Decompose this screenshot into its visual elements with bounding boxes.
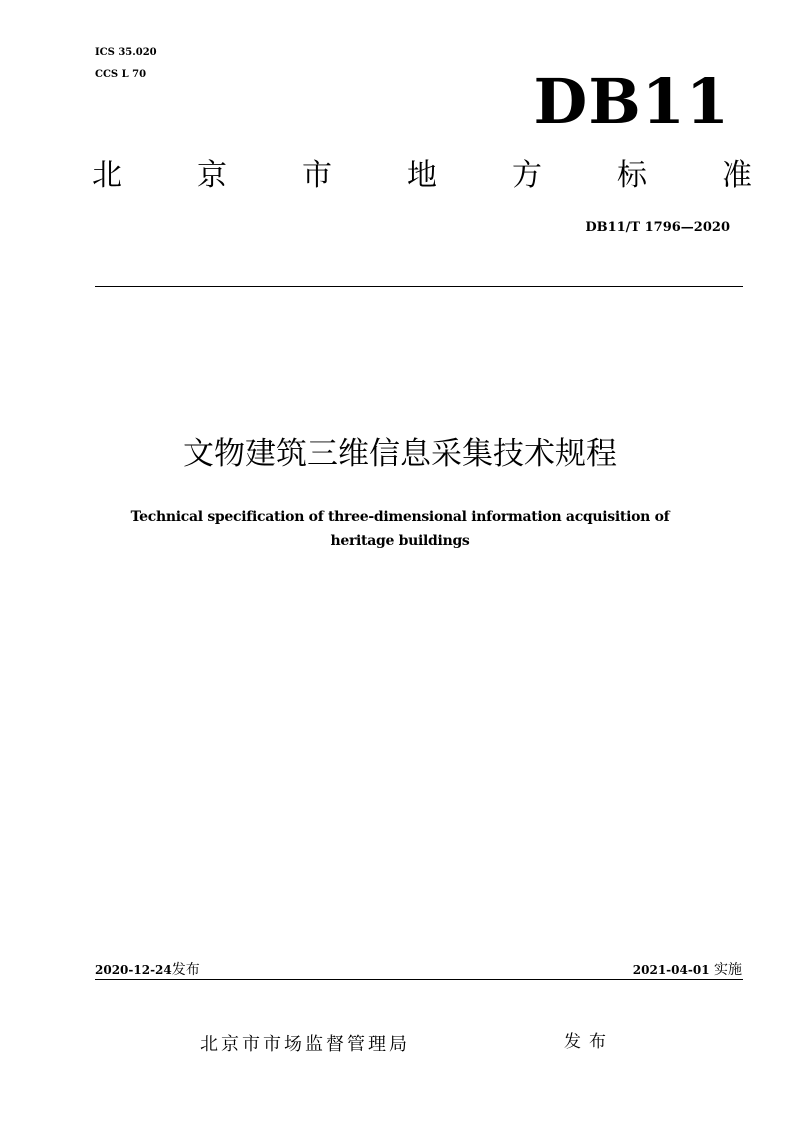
title-en-line2: heritage buildings	[330, 533, 470, 549]
issuing-authority: 北京市市场监督管理局	[200, 1034, 410, 1055]
document-title-cn: 文物建筑三维信息采集技术规程	[183, 436, 617, 472]
standard-type-char: 方	[512, 158, 542, 193]
issue-label: 发布	[564, 1032, 614, 1052]
header-divider	[95, 286, 743, 287]
standard-type-char: 市	[302, 158, 332, 193]
standard-type-char: 地	[407, 158, 437, 193]
standard-type-char: 北	[92, 158, 122, 193]
document-title-en	[60, 505, 740, 553]
standard-type-char: 标	[617, 158, 647, 193]
ics-code: ICS 35.020	[95, 47, 157, 58]
effective-date-block	[480, 960, 742, 980]
standard-brand: DB11	[533, 65, 730, 138]
standard-type-char: 准	[722, 158, 752, 193]
publish-date: 2020-12-24	[95, 963, 172, 977]
footer-divider	[95, 979, 743, 980]
effective-label: 实施	[714, 962, 742, 978]
publish-date-block	[95, 960, 200, 980]
effective-date: 2021-04-01	[632, 963, 710, 977]
publish-label: 发布	[171, 962, 200, 978]
standard-type-title	[92, 156, 752, 196]
standard-type-char: 京	[197, 158, 227, 193]
ccs-code: CCS L 70	[95, 69, 147, 80]
title-en-line1: Technical specification of three-dimensional information acquisition of	[130, 509, 670, 525]
standard-number: DB11/T 1796—2020	[585, 220, 730, 235]
classification-codes	[95, 42, 157, 86]
